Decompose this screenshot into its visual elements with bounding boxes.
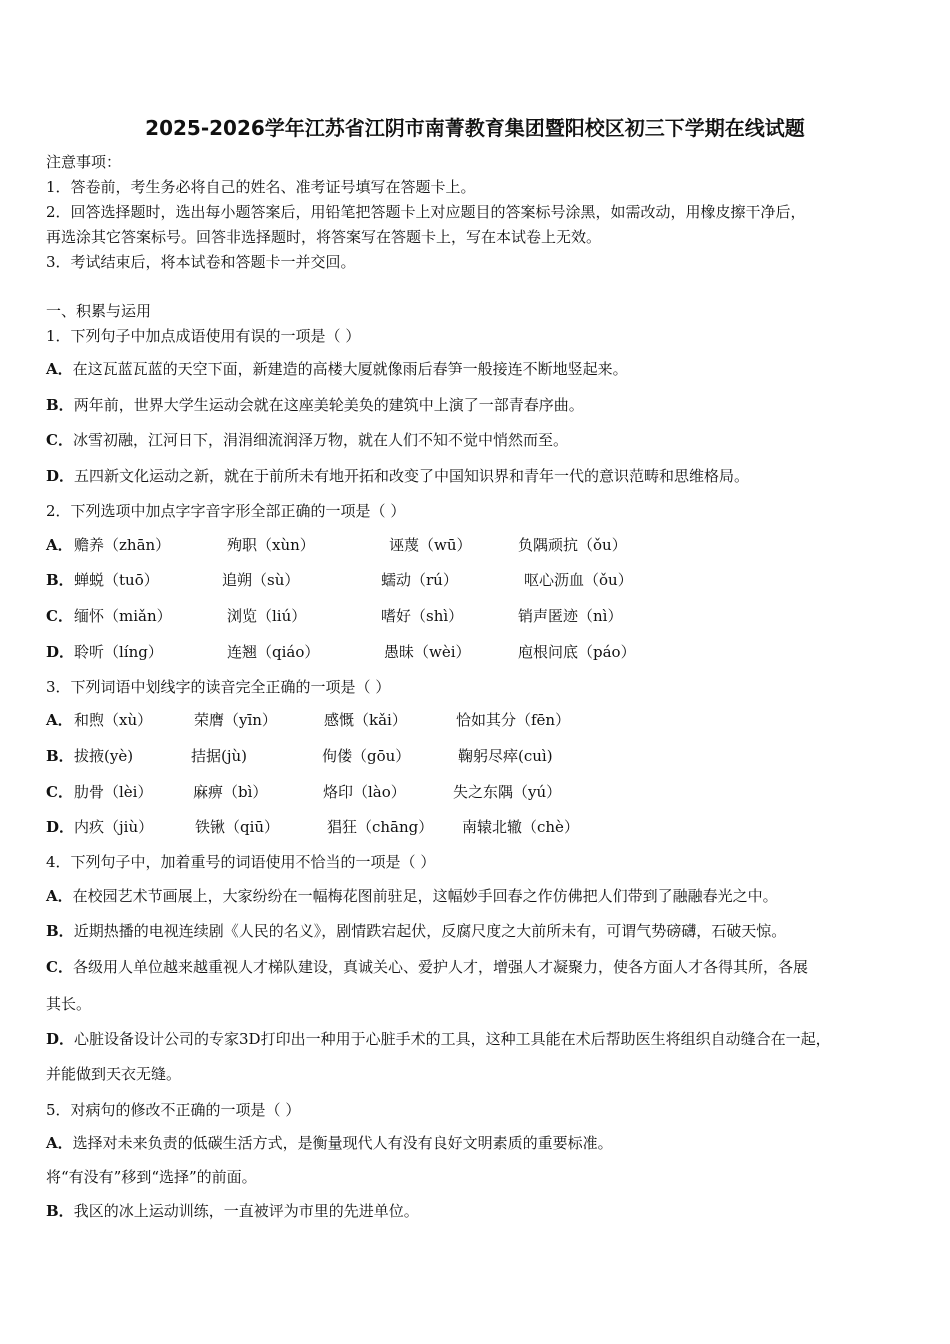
option-label: C．: [46, 431, 73, 449]
option-text: 心脏设备设计公司的专家3D打印出一种用于心脏手术的工具，这种工具能在术后帮助医生将组织自动缝合在一起，: [74, 1030, 831, 1048]
option-item: 赡养（zhān）: [74, 536, 171, 554]
option-label: A．: [46, 536, 73, 554]
option-text: 我区的冰上运动训练，一直被评为市里的先进单位。: [73, 1202, 419, 1220]
option-label: A．: [46, 887, 73, 905]
question-stem: 2．下列选项中加点字字音字形全部正确的一项是（ ）: [46, 502, 406, 520]
option-text: 两年前，世界大学生运动会就在这座美轮美奂的建筑中上演了一部青春序曲。: [73, 396, 584, 414]
option-C: [46, 430, 568, 450]
option-item: 连翘（qiáo）: [227, 643, 320, 661]
option-label: B．: [46, 747, 74, 765]
page-title: 2025-2026学年江苏省江阴市南菁教育集团暨阳校区初三下学期在线试题: [145, 116, 805, 140]
option-item: 嗜好（shì）: [381, 607, 464, 625]
option-D: [46, 466, 749, 486]
option-label: A．: [46, 1134, 73, 1152]
notice-item: 再选涂其它答案标号。回答非选择题时，将答案写在答题卡上，写在本试卷上无效。: [46, 228, 602, 246]
option-label: D．: [46, 1030, 75, 1048]
option-item: 浏览（liú）: [227, 607, 307, 625]
option-item: 烙印（lào）: [323, 783, 406, 801]
option-item: 荣膺（yīn）: [194, 711, 277, 729]
option-label: D．: [46, 818, 75, 836]
option-text: 近期热播的电视连续剧《人民的名义》，剧情跌宕起伏，反腐尺度之大前所未有，可谓气势磅礴，石破天惊。: [73, 922, 787, 940]
option-item: 和煦（xù）: [74, 711, 153, 729]
option-label: C．: [46, 783, 73, 801]
option-item: 肋骨（lèi）: [74, 783, 153, 801]
option-item: 拔掖(yè): [74, 747, 134, 765]
option-item: 内疚（jiù）: [74, 818, 154, 836]
option-item: 诬蔑（wū）: [389, 536, 472, 554]
option-item: 佝偻（gōu）: [322, 747, 411, 765]
option-item: 恰如其分（fēn）: [456, 711, 571, 729]
option-label: B．: [46, 396, 74, 414]
option-item: 铁锹（qiū）: [195, 818, 280, 836]
option-item: 愚昧（wèi）: [384, 643, 471, 661]
option-text: 各级用人单位越来越重视人才梯队建设，真诚关心、爱护人才，增强人才凝聚力，使各方面人才各得其所，各展: [72, 958, 808, 976]
option-text-continued: 并能做到天衣无缝。: [46, 1065, 182, 1083]
option-B: [46, 1201, 419, 1221]
option-item: 鞠躬尽瘁(cuì): [458, 747, 553, 765]
option-label: B．: [46, 1202, 74, 1220]
option-item: 感慨（kǎi）: [324, 711, 407, 729]
option-label: C．: [46, 607, 73, 625]
option-item: 呕心沥血（ǒu）: [524, 571, 633, 589]
notice-item: 2．回答选择题时，选出每小题答案后，用铅笔把答题卡上对应题目的答案标号涂黑，如需改动，用橡皮擦干净后，: [46, 203, 806, 221]
notice-heading: 注意事项：: [46, 153, 122, 171]
option-item: 庖根问底（páo）: [518, 643, 636, 661]
option-item: 缅怀（miǎn）: [74, 607, 172, 625]
question-stem: 5．对病句的修改不正确的一项是（ ）: [46, 1101, 301, 1119]
option-item: 追朔（sù）: [222, 571, 300, 589]
option-item: 聆听（líng）: [74, 643, 163, 661]
option-text: 冰雪初融，江河日下，涓涓细流润泽万物，就在人们不知不觉中悄然而至。: [72, 431, 568, 449]
question-stem: 3．下列词语中划线字的读音完全正确的一项是（ ）: [46, 678, 391, 696]
option-text: 选择对未来负责的低碳生活方式，是衡量现代人有没有良好文明素质的重要标准。: [72, 1134, 613, 1152]
option-B: [46, 921, 786, 941]
option-item: 销声匿迹（nì）: [518, 607, 623, 625]
option-text: 五四新文化运动之新，就在于前所未有地开拓和改变了中国知识界和青年一代的意识范畴和思维格局。: [74, 467, 750, 485]
option-item: 南辕北辙（chè）: [462, 818, 579, 836]
option-label: A．: [46, 360, 73, 378]
option-label: C．: [46, 958, 73, 976]
option-item: 蝉蜕（tuō）: [74, 571, 159, 589]
option-item: 猖狂（chāng）: [327, 818, 434, 836]
option-C: [46, 957, 808, 977]
option-item: 失之东隅（yú）: [453, 783, 562, 801]
option-D: [46, 1029, 831, 1049]
option-fix: 将“有没有”移到“选择”的前面。: [46, 1168, 257, 1186]
option-item: 麻痹（bì）: [193, 783, 268, 801]
option-A: [46, 359, 628, 379]
option-label: B．: [46, 571, 74, 589]
option-A: [46, 1133, 613, 1153]
notice-item: 3．考试结束后，将本试卷和答题卡一并交回。: [46, 253, 356, 271]
option-item: 拮据(jù): [191, 747, 248, 765]
option-B: [46, 395, 584, 415]
option-label: B．: [46, 922, 74, 940]
option-item: 负隅顽抗（ǒu）: [518, 536, 627, 554]
option-text: 在这瓦蓝瓦蓝的天空下面，新建造的高楼大厦就像雨后春笋一般接连不断地竖起来。: [72, 360, 628, 378]
option-item: 殉职（xùn）: [227, 536, 315, 554]
option-label: D．: [46, 643, 75, 661]
notice-item: 1．答卷前，考生务必将自己的姓名、准考证号填写在答题卡上。: [46, 178, 476, 196]
option-item: 蠕动（rú）: [381, 571, 458, 589]
option-label: A．: [46, 711, 73, 729]
section-heading: 一、积累与运用: [46, 302, 152, 320]
option-label: D．: [46, 467, 75, 485]
question-stem: 4．下列句子中，加着重号的词语使用不恰当的一项是（ ）: [46, 853, 436, 871]
option-text-continued: 其长。: [46, 995, 92, 1013]
option-text: 在校园艺术节画展上，大家纷纷在一幅梅花图前驻足，这幅妙手回春之作仿佛把人们带到了融融春光之中。: [72, 887, 778, 905]
question-stem: 1．下列句子中加点成语使用有误的一项是（ ）: [46, 327, 361, 345]
option-A: [46, 886, 778, 906]
